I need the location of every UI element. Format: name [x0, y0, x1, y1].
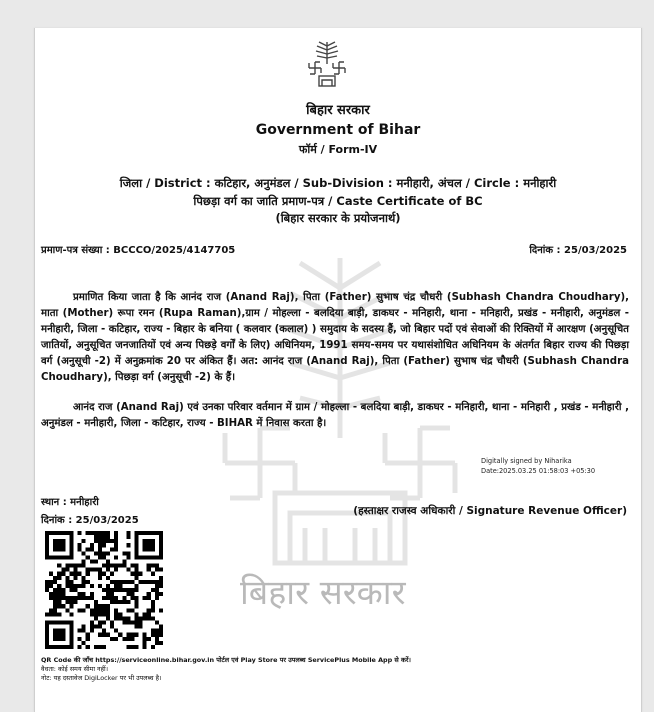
digital-signature-date: Date:2025.03.25 01:58:03 +05:30 — [481, 467, 596, 475]
issue-date: दिनांक : 25/03/2025 — [41, 515, 139, 526]
bihar-emblem-icon — [299, 38, 355, 94]
footer-validity: वैधता: कोई समय सीमा नहीं। — [41, 665, 109, 673]
digital-signature-stamp — [481, 456, 595, 476]
footer-digilocker-note: नोट: यह दस्तावेज DigiLocker पर भी उपलब्ध है। — [41, 674, 162, 682]
form-label: फॉर्म / Form-IV — [298, 143, 378, 156]
certificate-title: पिछड़ा वर्ग का जाति प्रमाण-पत्र / Caste Certificate of BC — [193, 194, 483, 208]
government-title-hindi: बिहार सरकार — [306, 103, 370, 118]
digital-signature-name: Digitally signed by Niharika — [481, 457, 572, 465]
certificate-number: प्रमाण-पत्र संख्या : BCCCO/2025/4147705 — [41, 245, 236, 256]
certificate-body-paragraph-1: प्रमाणित किया जाता है कि आनंद राज (Anand Raj), पिता (Father) सुभाष चंद्र चौधरी (Subhash Chandra Choudhary), माता (Mother) रूपा रमन (Rupa Raman),ग्राम / मोहल्ला - बलदिया बाड़ी, डाकघर - मनिहारी, थाना - मनिहारी, प्रखंड - मनीहारी, अनुमंडल - मनीहारी, जिला - कटिहार, राज्य - बिहार के बनिया ( कलवार (कलाल) ) समुदाय के सदस्य हैं, जो बिहार पदों एवं सेवाओं की रिक्तियों में आरक्षण (अनुसूचित जातियों, अनुसूचित जनजातियों एवं अन्य पिछड़े वर्गों के लिए) अधिनियम, 1991 समय-समय पर यथासंशोधित अधिनियम के अंतर्गत बिहार राज्य की पिछड़ा वर्ग (अनुसूची -2) में अनुक्रमांक 20 पर अंकित हैं। अत: आनंद राज (Anand Raj), पिता (Father) सुभाष चंद्र चौधरी (Subhash Chandra Choudhary), पिछड़ा वर्ग (अनुसूची -2) के हैं। — [41, 292, 629, 383]
certificate-body-paragraph-2: आनंद राज (Anand Raj) एवं उनका परिवार वर्तमान में ग्राम / मोहल्ला - बलदिया बाड़ी, डाकघर - मनिहारी, थाना - मनिहारी , प्रखंड - मनीहारी , अनुमंडल - मनीहारी, जिला - कटिहार, राज्य - BIHAR में निवास करता है। — [41, 402, 629, 429]
certificate-subtitle: (बिहार सरकार के प्रयोजनार्थ) — [275, 211, 401, 225]
certificate-date: दिनांक : 25/03/2025 — [529, 245, 627, 256]
certificate-page — [34, 28, 642, 712]
district-line: जिला / District : कटिहार, अनुमंडल / Sub-Division : मनीहारी, अंचल / Circle : मनीहारी — [119, 176, 557, 190]
footer-qr-note: QR Code की जाँच https://serviceonline.bihar.gov.in पोर्टल एवं Play Store पर उपलब्ध ServicePlus Mobile App से करें। — [41, 656, 411, 664]
signature-label: (हस्ताक्षर राजस्व अधिकारी / Signature Revenue Officer) — [353, 505, 627, 517]
watermark-text: बिहार सरकार — [240, 573, 406, 613]
qr-code[interactable] — [45, 531, 163, 649]
government-title-english: Government of Bihar — [255, 122, 421, 138]
issue-place: स्थान : मनीहारी — [41, 497, 99, 508]
